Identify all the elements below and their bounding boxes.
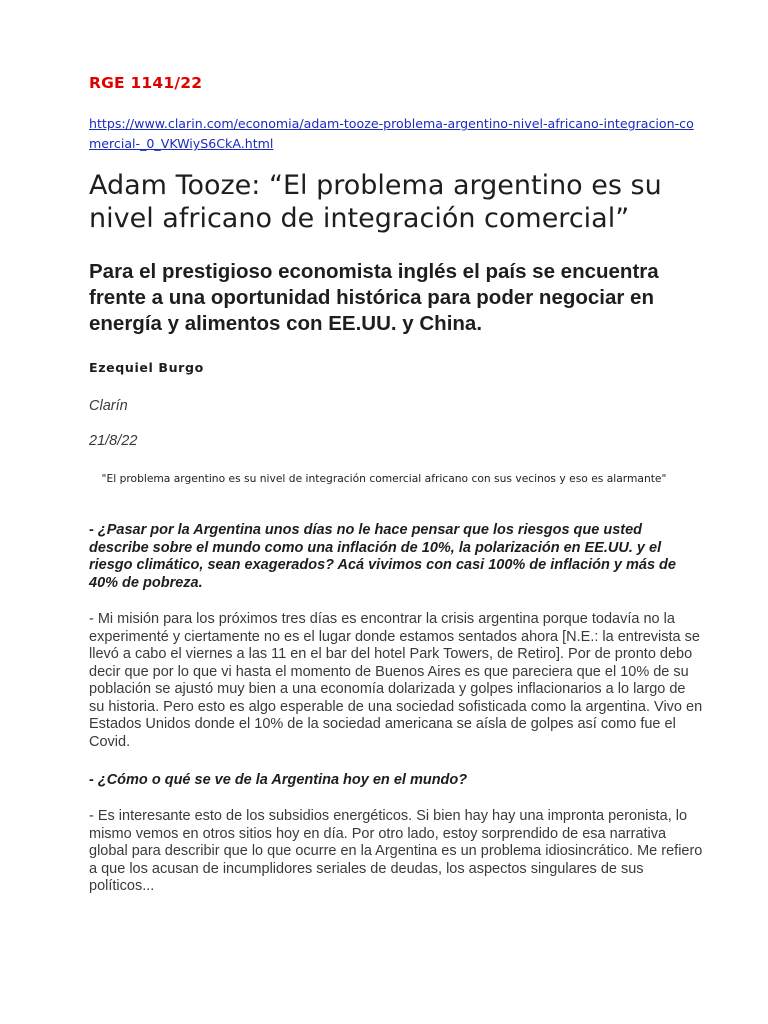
document-reference: RGE 1141/22 xyxy=(89,74,203,92)
article-source: Clarín xyxy=(89,398,128,414)
interview-question-2: - ¿Cómo o qué se ve de la Argentina hoy en el mundo? xyxy=(89,772,468,788)
article-date: 21/8/22 xyxy=(89,433,138,449)
source-url-link[interactable]: https://www.clarin.com/economia/adam-tooze-problema-argentino-nivel-africano-integracion-comercial-_0_VKWiyS6CkA.html xyxy=(89,116,694,151)
article-subtitle: Para el prestigioso economista inglés el país se encuentra frente a una oportunidad histórica para poder negociar en energía y alimentos con EE.UU. y China. xyxy=(89,260,659,335)
interview-answer-2: - Es interesante esto de los subsidios energéticos. Si bien hay hay una impronta peronista, lo mismo vemos en otros sitios hoy en día. Por otro lado, estoy sorprendido de esa narrativa global para describir que lo que ocurre en la Argentina es un problema idiosincrático. Me refiero a que los acusan de incumplidores seriales de deudas, los aspectos singulares de sus políticos... xyxy=(89,808,703,894)
interview-answer-1: - Mi misión para los próximos tres días es encontrar la crisis argentina porque todavía no la experimenté y ciertamente no es el lugar donde estamos sentados ahora [N.E.: la entrevista se llevó a cabo el viernes a las 11 en el bar del hotel Park Towers, de Retiro]. Por de pronto debo decir que por lo que vi hasta el momento de Buenos Aires es que pareciera que el 10% de su población se ajustó muy bien a una economía dolarizada y golpes inflacionarios a lo largo de su historia. Pero esto es algo esperable de una sociedad sofisticada como la argentina. Vivo en Estados Unidos donde el 10% de la sociedad americana se aísla de golpes así como fue el Covid. xyxy=(89,611,703,750)
article-author: Ezequiel Burgo xyxy=(89,360,204,375)
article-title: Adam Tooze: “El problema argentino es su nivel africano de integración comercial” xyxy=(89,170,662,234)
interview-question-1: - ¿Pasar por la Argentina unos días no le hace pensar que los riesgos que usted describe sobre el mundo como una inflación de 10%, la polarización en EE.UU. y el riesgo climático, sean exagerados? Acá vivimos con casi 100% de inflación y más de 40% de pobreza. xyxy=(89,522,676,591)
pull-quote: "El problema argentino es su nivel de integración comercial africano con sus vecinos y eso es alarmante" xyxy=(101,472,667,485)
